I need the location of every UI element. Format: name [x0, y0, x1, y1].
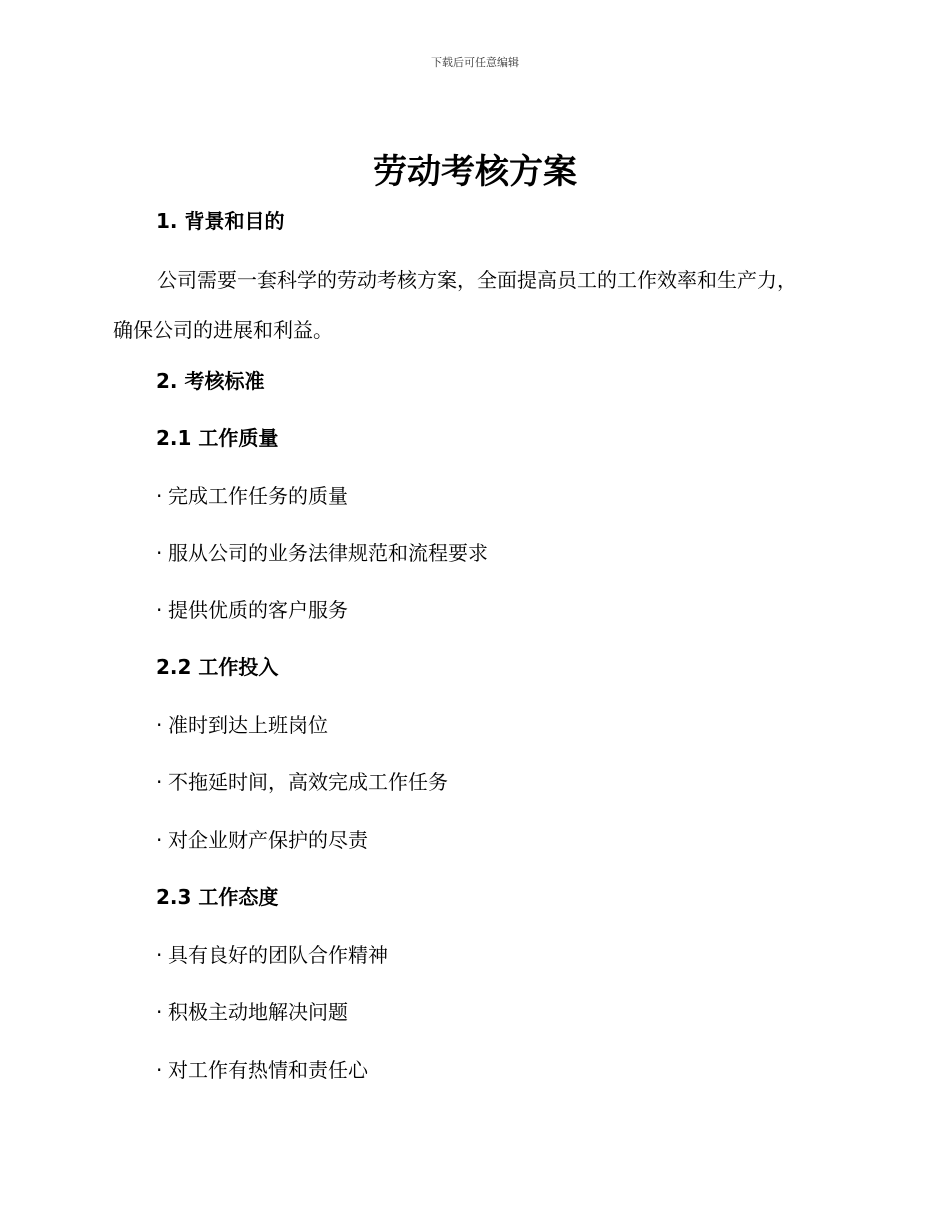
bullet-dot: ·: [156, 598, 163, 622]
list-item: [156, 940, 388, 970]
list-item-text: 积极主动地解决问题: [168, 1000, 348, 1024]
list-item: [156, 710, 328, 740]
bullet-dot: ·: [156, 1058, 163, 1082]
header-note: 下载后可任意编辑: [431, 56, 519, 69]
bullet-dot: ·: [156, 943, 163, 967]
list-item-text: 对企业财产保护的尽责: [168, 828, 368, 852]
list-item-text: 不拖延时间，高效完成工作任务: [168, 770, 448, 794]
list-item-text: 提供优质的客户服务: [168, 598, 348, 622]
section-2-1-heading: 2.1 工作质量: [156, 426, 279, 450]
list-item: [156, 538, 488, 568]
list-item-text: 准时到达上班岗位: [168, 713, 328, 737]
list-item: [156, 997, 348, 1027]
list-item: [156, 1055, 368, 1085]
list-item: [156, 481, 348, 511]
bullet-dot: ·: [156, 1000, 163, 1024]
list-item: [156, 825, 368, 855]
bullet-dot: ·: [156, 770, 163, 794]
section-2-2-heading: 2.2 工作投入: [156, 655, 279, 679]
bullet-dot: ·: [156, 484, 163, 508]
list-item-text: 具有良好的团队合作精神: [168, 943, 388, 967]
section-2-3-heading: 2.3 工作态度: [156, 885, 279, 909]
bullet-dot: ·: [156, 541, 163, 565]
bullet-dot: ·: [156, 713, 163, 737]
section-2-heading: 2. 考核标准: [156, 369, 265, 393]
section-1-heading: 1. 背景和目的: [156, 209, 285, 233]
section-1-paragraph: 公司需要一套科学的劳动考核方案，全面提高员工的工作效率和生产力，确保公司的进展和利益。: [113, 268, 797, 342]
bullet-dot: ·: [156, 828, 163, 852]
list-item-text: 服从公司的业务法律规范和流程要求: [168, 541, 488, 565]
document-title: 劳动考核方案: [373, 152, 577, 192]
list-item-text: 完成工作任务的质量: [168, 484, 348, 508]
list-item: [156, 767, 448, 797]
list-item: [156, 595, 348, 625]
list-item-text: 对工作有热情和责任心: [168, 1058, 368, 1082]
